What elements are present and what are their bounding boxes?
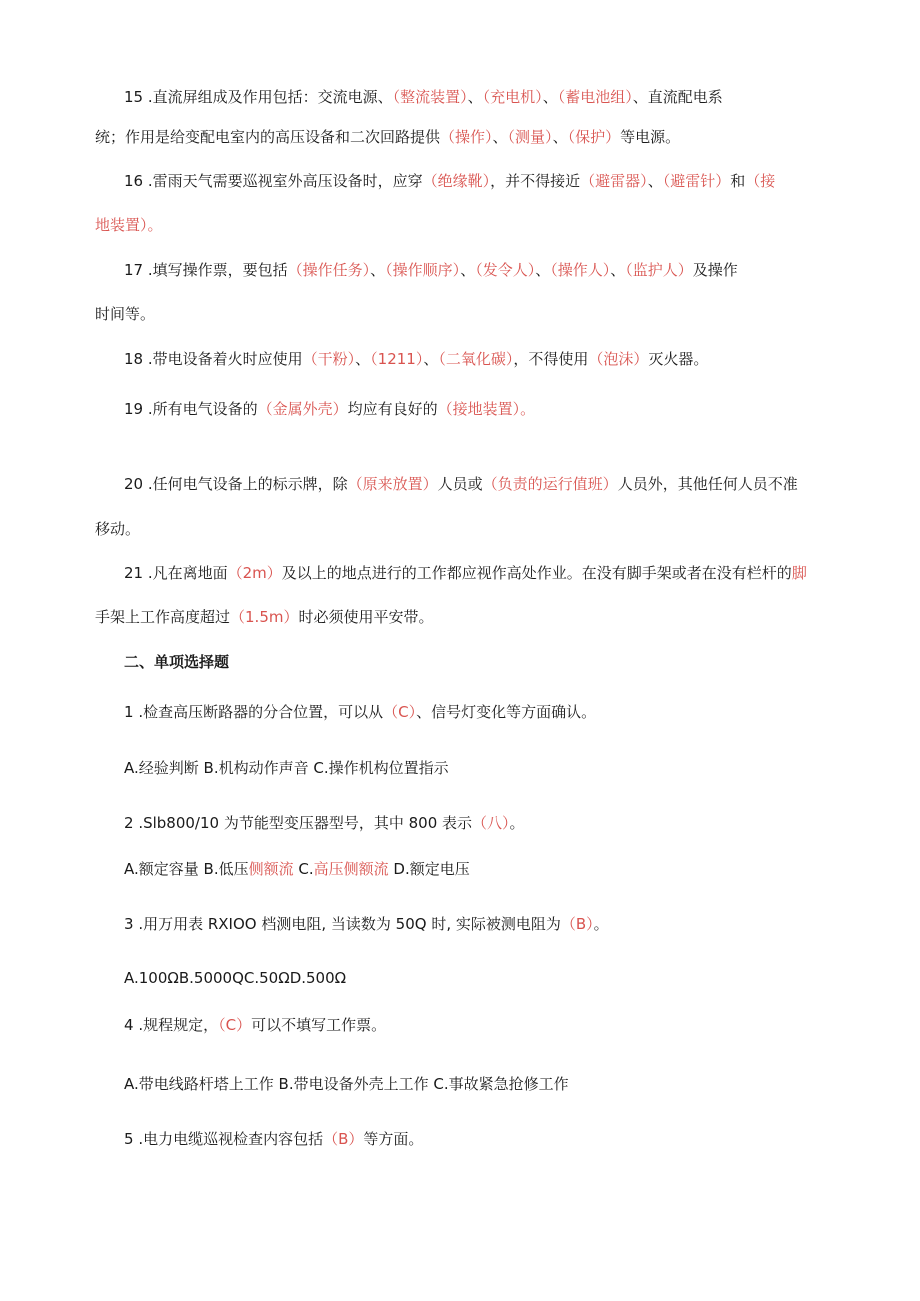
question-text: .雷雨天气需要巡视室外高压设备时，应穿 [143,172,423,190]
question-text: 等电源。 [620,128,681,146]
answer-text: （1.5m） [230,608,299,626]
answer-text: （操作任务） [287,261,371,279]
choice-question-1 [124,701,596,723]
answer-text: （泡沫） [588,350,649,368]
question-text: 、 [467,88,483,106]
choice-question-5 [124,1128,423,1150]
question-text: A.带电线路杆塔上工作 B.带电设备外壳上工作 C.事故紧急抢修工作 [124,1075,569,1093]
question-20-line-2 [95,518,140,540]
question-text: 5 [124,1130,134,1148]
question-16-line-1 [124,170,775,192]
question-text: 时必须使用平安带。 [298,608,434,626]
question-text: 统；作用是给变配电室内的高压设备和二次回路提供 [95,128,441,146]
question-text: 19 [124,400,144,418]
question-text: ，不得使用 [513,350,589,368]
question-text: 等方面。 [363,1130,424,1148]
answer-text: （B） [560,915,594,933]
question-text: 和 [730,172,746,190]
answer-text: （测量） [507,128,553,146]
question-text: 21 [124,564,144,582]
answer-text: （操作人） [550,261,611,279]
answer-text: （充电机） [482,88,543,106]
answer-text: （负责的运行值班） [482,475,618,493]
choice-question-4 [124,1014,386,1036]
answer-text: 高压侧额流 [313,860,389,878]
question-text: .带电设备着火时应使用 [143,350,303,368]
question-text: C. [293,860,314,878]
answer-text: （避雷针） [662,172,731,190]
question-text: .规程规定， [133,1016,219,1034]
answer-text: （1211） [370,350,424,368]
answer-text: （接地装置）。 [437,400,536,418]
question-text: 2 [124,814,134,832]
question-text: 可以不填写工作票。 [251,1016,387,1034]
answer-text: （整流装置） [392,88,468,106]
answer-text: （金属外壳） [257,400,348,418]
question-text: 时间等。 [95,305,156,323]
question-text: 4 [124,1016,134,1034]
question-text: 16 [124,172,144,190]
question-text: 1 [124,703,134,721]
answer-text: （绝缘靴） [422,172,491,190]
question-text: D.额定电压 [388,860,470,878]
question-19 [124,398,535,420]
answer-text: （保护） [567,128,621,146]
question-text: 、 [355,350,371,368]
question-text: 3 [124,915,134,933]
question-text: 、 [492,128,508,146]
question-text: .所有电气设备的 [143,400,258,418]
answer-text: （接 [745,172,776,190]
question-text: 。 [509,814,525,832]
choice-question-4-options [124,1073,569,1095]
question-text: 及以上的地点进行的工作都应视作高处作业。在没有脚手架或者在没有栏杆的 [281,564,792,582]
question-text: 灭火器。 [648,350,709,368]
question-17-line-1 [124,259,738,281]
question-text: 20 [124,475,144,493]
answer-text: （C） [218,1016,252,1034]
choice-question-3 [124,913,609,935]
question-text: .用万用表 RXIOO 档测电阻, 当读数为 50Q 时, 实际被测电阻为 [133,915,561,933]
question-text: A.经验判断 B.机构动作声音 C.操作机构位置指示 [124,759,449,777]
answer-text: （八） [472,814,510,832]
answer-text: （二氧化碳） [438,350,514,368]
question-text: .填写操作票，要包括 [143,261,288,279]
question-15-line-1 [124,86,723,108]
question-21-line-2 [95,606,434,628]
question-21-line-1 [124,562,807,584]
question-text: 、 [647,172,663,190]
choice-question-1-options [124,757,449,779]
question-text: .Slb800/10 为节能型变压器型号，其中 800 表示 [133,814,473,832]
question-text: .任何电气设备上的标示牌，除 [143,475,348,493]
question-text: 、 [535,261,551,279]
question-text: 18 [124,350,144,368]
answer-text: （蓄电池组） [557,88,633,106]
question-text: 、 [610,261,626,279]
question-text: 人员或 [437,475,483,493]
answer-text: （C） [383,703,417,721]
question-text: .电力电缆巡视检查内容包括 [133,1130,324,1148]
question-text: A.额定容量 B.低压 [124,860,249,878]
answer-text: （2m） [227,564,282,582]
question-text: 。 [593,915,609,933]
question-text: 移动。 [95,520,141,538]
answer-text: （干粉） [302,350,356,368]
choice-question-2-options [124,858,470,880]
answer-text: （原来放置） [347,475,438,493]
question-text: 人员外，其他任何人员不准 [617,475,798,493]
answer-text: （操作） [440,128,493,146]
question-text: 、 [542,88,558,106]
answer-text: 脚 [791,564,807,582]
question-text: A.100ΩB.5000QC.50ΩD.500Ω [124,969,347,987]
question-text: 、直流配电系 [632,88,723,106]
answer-text: （避雷器） [580,172,648,190]
choice-question-3-options [124,967,346,989]
question-text: 、 [370,261,386,279]
answer-text: （B） [323,1130,364,1148]
question-text: 17 [124,261,144,279]
answer-text: （发令人） [475,261,536,279]
section-heading [124,651,229,673]
heading-text: 二、单项选择题 [124,653,230,671]
question-text: 均应有良好的 [347,400,438,418]
answer-text: 地装置）。 [95,216,163,234]
answer-text: （操作顺序） [385,261,461,279]
answer-text: 侧额流 [248,860,294,878]
question-text: 15 [124,88,144,106]
question-text: ，并不得接近 [490,172,581,190]
question-20-line-1 [124,473,798,495]
question-18 [124,348,708,370]
question-17-line-2 [95,303,155,325]
question-15-line-2 [95,126,680,148]
question-text: 、 [460,261,476,279]
choice-question-2 [124,812,525,834]
question-text: 及操作 [692,261,738,279]
question-text: 、信号灯变化等方面确认。 [416,703,597,721]
question-text: .直流屏组成及作用包括：交流电源、 [143,88,393,106]
question-text: 、 [423,350,439,368]
question-text: 手架上工作高度超过 [95,608,231,626]
question-text: .凡在离地面 [143,564,228,582]
answer-text: （监护人） [625,261,693,279]
question-text: .检查高压断路器的分合位置，可以从 [133,703,384,721]
question-text: 、 [552,128,568,146]
question-16-line-2 [95,214,163,236]
